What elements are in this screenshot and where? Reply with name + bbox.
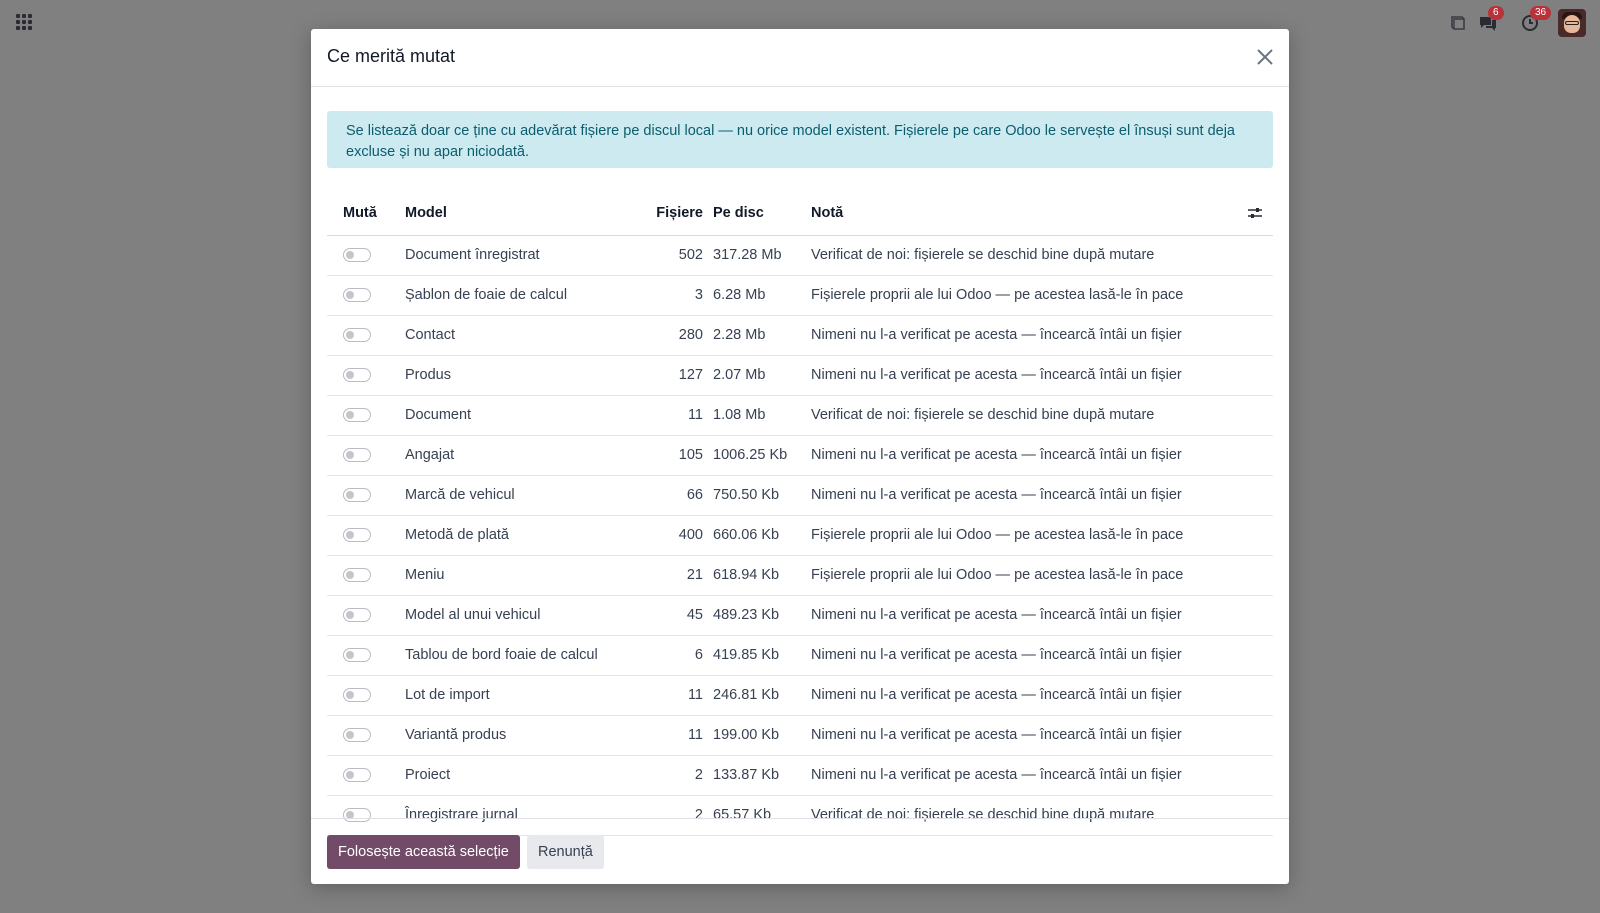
info-alert: Se listează doar ce ține cu adevărat fișiere pe discul local — nu orice model existent. Fișierele pe care Odoo le servește el însuși sunt deja excluse și nu apar niciodată. — [327, 111, 1273, 168]
col-note[interactable]: Notă — [811, 205, 844, 221]
table-row[interactable] — [327, 236, 1273, 276]
book-icon[interactable] — [1444, 9, 1472, 37]
table-header — [327, 189, 1273, 236]
disk-size: 660.06 Kb — [713, 527, 780, 543]
table-row[interactable] — [327, 276, 1273, 316]
table-row[interactable] — [327, 316, 1273, 356]
move-toggle[interactable] — [343, 488, 371, 502]
table-row[interactable] — [327, 556, 1273, 596]
activity-clock-icon[interactable] — [1516, 7, 1547, 37]
disk-size: 489.23 Kb — [713, 607, 780, 623]
disk-size: 618.94 Kb — [713, 567, 780, 583]
disk-size: 199.00 Kb — [713, 727, 780, 743]
move-toggle[interactable] — [343, 448, 371, 462]
row-note: Nimeni nu l-a verificat pe acesta — încearcă întâi un fișier — [811, 687, 1182, 703]
table-row[interactable] — [327, 356, 1273, 396]
row-note: Verificat de noi: fișierele se deschid bine după mutare — [811, 807, 1155, 823]
move-toggle[interactable] — [343, 768, 371, 782]
move-toggle[interactable] — [343, 408, 371, 422]
model-name: Meniu — [405, 567, 445, 583]
model-name: Tablou de bord foaie de calcul — [405, 647, 598, 663]
file-count: 2 — [694, 767, 703, 783]
col-size[interactable]: Pe disc — [713, 205, 764, 221]
move-toggle[interactable] — [343, 528, 371, 542]
move-toggle[interactable] — [343, 368, 371, 382]
cancel-button[interactable]: Renunță — [527, 835, 604, 869]
row-note: Verificat de noi: fișierele se deschid bine după mutare — [811, 407, 1155, 423]
model-name: Metodă de plată — [405, 527, 509, 543]
row-note: Nimeni nu l-a verificat pe acesta — încearcă întâi un fișier — [811, 607, 1182, 623]
row-note: Fișierele proprii ale lui Odoo — pe acestea lasă-le în pace — [811, 287, 1184, 303]
file-count: 11 — [687, 687, 703, 703]
activities-badge: 36 — [1530, 6, 1551, 20]
file-count: 66 — [686, 487, 703, 503]
file-count: 11 — [687, 407, 703, 423]
row-note: Nimeni nu l-a verificat pe acesta — încearcă întâi un fișier — [811, 647, 1182, 663]
table-row[interactable] — [327, 396, 1273, 436]
disk-size: 133.87 Kb — [713, 767, 780, 783]
models-table — [327, 189, 1273, 836]
move-dialog — [311, 29, 1289, 884]
model-name: Proiect — [405, 767, 451, 783]
model-name: Înregistrare jurnal — [405, 807, 518, 823]
col-files[interactable]: Fișiere — [656, 205, 703, 221]
move-toggle[interactable] — [343, 288, 371, 302]
file-count: 280 — [678, 327, 703, 343]
disk-size: 6.28 Mb — [713, 287, 766, 303]
row-note: Fișierele proprii ale lui Odoo — pe acestea lasă-le în pace — [811, 567, 1184, 583]
table-body — [327, 236, 1273, 836]
col-model[interactable]: Model — [405, 205, 447, 221]
move-toggle[interactable] — [343, 688, 371, 702]
dialog-header — [311, 29, 1289, 87]
file-count: 127 — [678, 367, 703, 383]
table-row[interactable] — [327, 716, 1273, 756]
row-note: Nimeni nu l-a verificat pe acesta — încearcă întâi un fișier — [811, 767, 1182, 783]
disk-size: 2.28 Mb — [713, 327, 766, 343]
use-selection-button[interactable]: Folosește această selecție — [327, 835, 520, 869]
move-toggle[interactable] — [343, 328, 371, 342]
file-count: 105 — [678, 447, 703, 463]
model-name: Document — [405, 407, 472, 423]
file-count: 502 — [678, 247, 703, 263]
model-name: Marcă de vehicul — [405, 487, 515, 503]
disk-size: 419.85 Kb — [713, 647, 780, 663]
row-note: Nimeni nu l-a verificat pe acesta — încearcă întâi un fișier — [811, 487, 1182, 503]
table-row[interactable] — [327, 436, 1273, 476]
file-count: 6 — [694, 647, 703, 663]
model-name: Lot de import — [405, 687, 490, 703]
user-avatar[interactable] — [1558, 9, 1586, 37]
model-name: Model al unui vehicul — [405, 607, 541, 623]
messages-badge: 6 — [1488, 6, 1504, 20]
table-row[interactable] — [327, 676, 1273, 716]
file-count: 11 — [687, 727, 703, 743]
file-count: 45 — [686, 607, 703, 623]
row-note: Nimeni nu l-a verificat pe acesta — încearcă întâi un fișier — [811, 327, 1182, 343]
col-move[interactable]: Mută — [343, 205, 377, 221]
column-settings-icon[interactable] — [1247, 206, 1263, 220]
table-row[interactable] — [327, 756, 1273, 796]
disk-size: 1.08 Mb — [713, 407, 766, 423]
disk-size: 246.81 Kb — [713, 687, 780, 703]
table-row[interactable] — [327, 516, 1273, 556]
model-name: Variantă produs — [405, 727, 507, 743]
row-note: Fișierele proprii ale lui Odoo — pe acestea lasă-le în pace — [811, 527, 1184, 543]
move-toggle[interactable] — [343, 568, 371, 582]
file-count: 400 — [678, 527, 703, 543]
move-toggle[interactable] — [343, 248, 371, 262]
model-name: Șablon de foaie de calcul — [405, 287, 568, 303]
file-count: 2 — [694, 807, 703, 823]
row-note: Verificat de noi: fișierele se deschid bine după mutare — [811, 247, 1155, 263]
systray — [1442, 8, 1586, 38]
move-toggle[interactable] — [343, 728, 371, 742]
disk-size: 65.57 Kb — [713, 807, 772, 823]
model-name: Angajat — [405, 447, 455, 463]
row-note: Nimeni nu l-a verificat pe acesta — încearcă întâi un fișier — [811, 367, 1182, 383]
table-row[interactable] — [327, 596, 1273, 636]
move-toggle[interactable] — [343, 648, 371, 662]
row-note: Nimeni nu l-a verificat pe acesta — încearcă întâi un fișier — [811, 447, 1182, 463]
model-name: Contact — [405, 327, 455, 343]
dialog-title: Ce merită mutat — [327, 46, 456, 66]
model-name: Document înregistrat — [405, 247, 540, 263]
file-count: 21 — [686, 567, 703, 583]
file-count: 3 — [694, 287, 703, 303]
move-toggle[interactable] — [343, 608, 371, 622]
apps-menu-icon[interactable] — [16, 14, 32, 30]
dialog-footer — [311, 818, 1289, 885]
disk-size: 750.50 Kb — [713, 487, 780, 503]
disk-size: 1006.25 Kb — [713, 447, 788, 463]
table-row[interactable] — [327, 636, 1273, 676]
table-row[interactable] — [327, 476, 1273, 516]
close-icon[interactable] — [1255, 47, 1275, 67]
disk-size: 317.28 Mb — [713, 247, 782, 263]
row-note: Nimeni nu l-a verificat pe acesta — încearcă întâi un fișier — [811, 727, 1182, 743]
messages-icon[interactable] — [1474, 9, 1502, 37]
disk-size: 2.07 Mb — [713, 367, 766, 383]
model-name: Produs — [405, 367, 451, 383]
